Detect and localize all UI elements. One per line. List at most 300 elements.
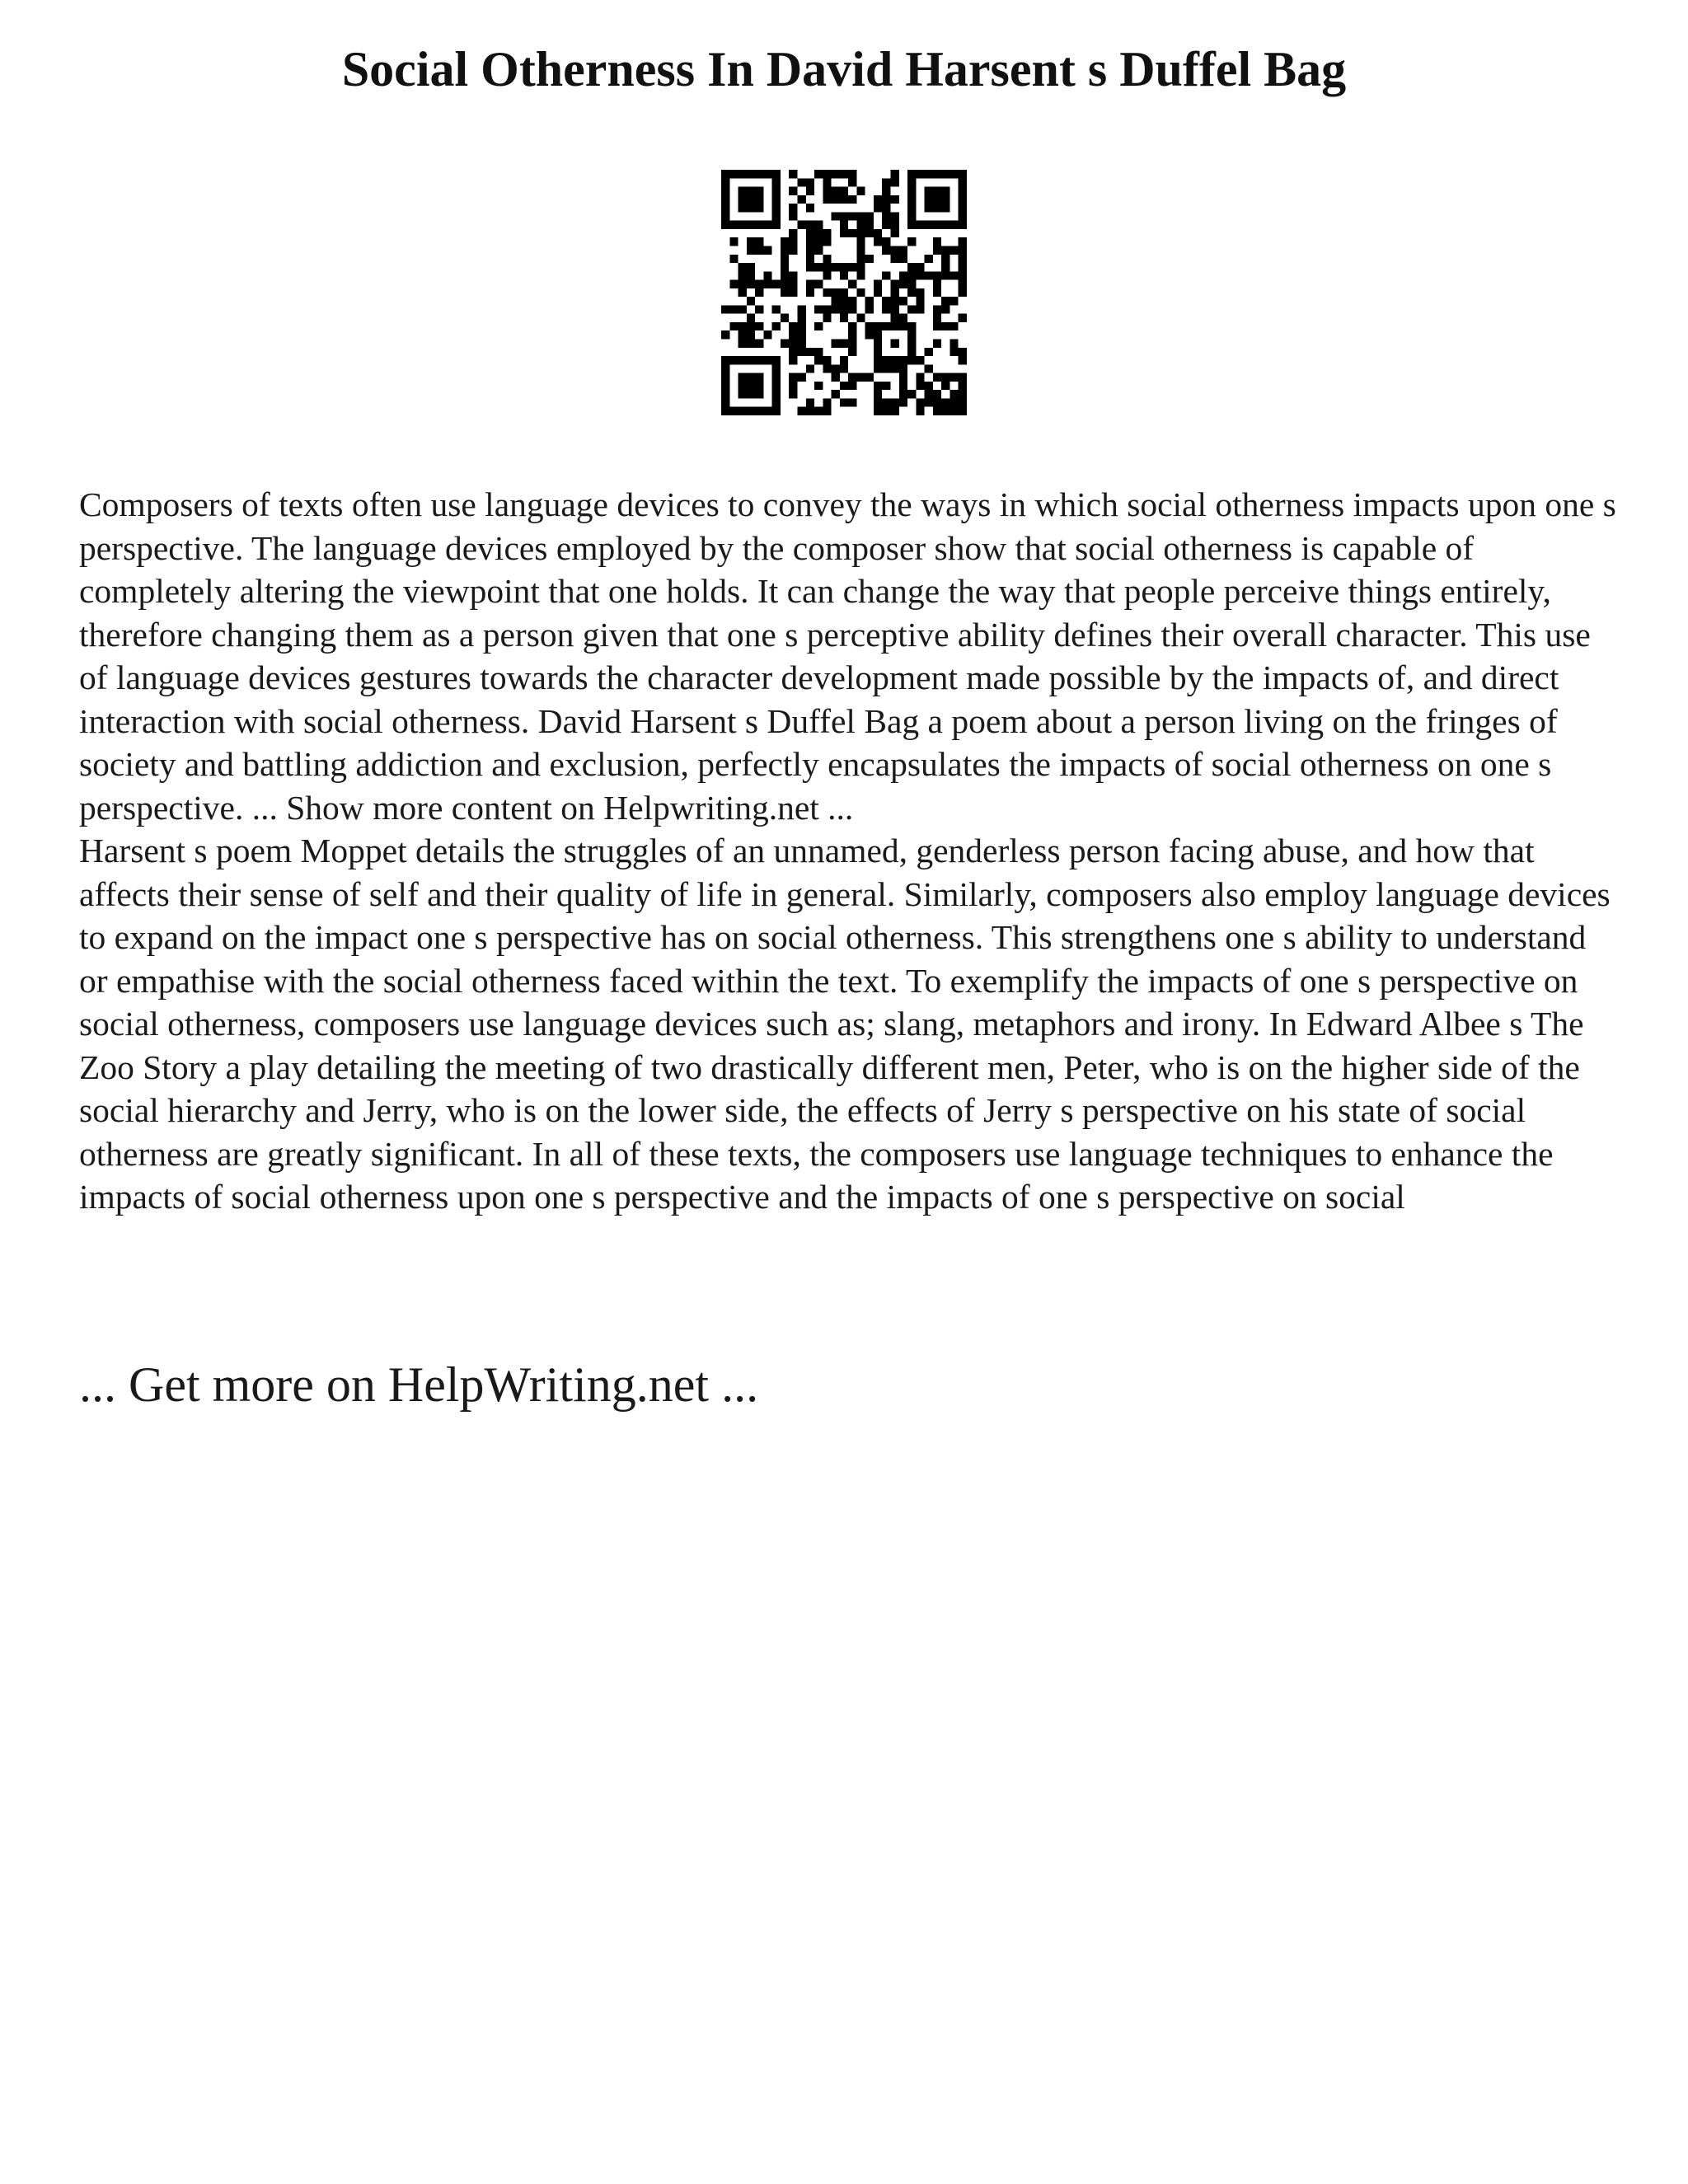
qr-module xyxy=(806,280,814,288)
qr-module xyxy=(865,305,874,313)
qr-module xyxy=(721,212,729,220)
qr-module xyxy=(856,237,865,246)
qr-module xyxy=(789,356,797,364)
qr-module xyxy=(738,322,747,330)
qr-module xyxy=(941,204,950,212)
paragraph-1: Composers of texts often use language devices to convey the ways in which social otherness impacts upon one s perspective. The language devices employed by the composer show that social otherness is capable of completely altering the viewpoint that one holds. It can change the way that people perceive things entirely, therefore changing them as a person given that one s perceptive ability defines their overall character. This use of language devices gestures towards the character development made possible by the impacts of, and direct interaction with social otherness. David Harsent s Duffel Bag a poem about a person living on the fringes of society and battling addiction and exclusion, perfectly encapsulates the impacts of social otherness on one s perspective. ... Show more content on Helpwriting.net ... xyxy=(79,485,1616,827)
qr-module xyxy=(899,280,907,288)
qr-module xyxy=(823,237,831,246)
qr-module xyxy=(933,195,941,204)
qr-module xyxy=(738,382,747,390)
qr-code-icon xyxy=(721,170,967,415)
qr-module xyxy=(747,195,755,204)
qr-module xyxy=(747,237,755,246)
qr-module xyxy=(899,364,907,373)
qr-module xyxy=(814,322,823,330)
qr-module xyxy=(763,407,771,415)
qr-module xyxy=(891,288,899,297)
qr-module xyxy=(865,255,874,263)
qr-module xyxy=(933,170,941,178)
qr-module xyxy=(806,187,814,195)
qr-module xyxy=(823,314,831,322)
qr-module xyxy=(763,221,771,229)
qr-module xyxy=(755,288,763,297)
qr-module xyxy=(899,255,907,263)
qr-module xyxy=(806,398,814,406)
qr-module xyxy=(959,382,967,390)
qr-module xyxy=(959,195,967,204)
qr-module xyxy=(823,255,831,263)
qr-module xyxy=(806,407,814,415)
qr-module xyxy=(806,204,814,212)
qr-module xyxy=(755,356,763,364)
article-body xyxy=(79,483,1620,1219)
qr-module xyxy=(848,263,856,271)
qr-module xyxy=(755,280,763,288)
qr-module xyxy=(763,280,771,288)
qr-module xyxy=(848,195,856,204)
qr-module xyxy=(941,297,950,305)
qr-module xyxy=(891,322,899,330)
qr-module xyxy=(747,356,755,364)
qr-module xyxy=(781,288,789,297)
qr-module xyxy=(891,280,899,288)
qr-module xyxy=(941,398,950,406)
qr-module xyxy=(789,187,797,195)
qr-module xyxy=(755,340,763,348)
qr-module xyxy=(925,195,933,204)
qr-module xyxy=(882,407,890,415)
qr-module xyxy=(874,322,882,330)
qr-module xyxy=(874,280,882,288)
qr-module xyxy=(950,373,958,382)
qr-module xyxy=(916,382,924,390)
qr-module xyxy=(721,364,729,373)
qr-module xyxy=(814,382,823,390)
qr-module xyxy=(899,398,907,406)
qr-module xyxy=(882,322,890,330)
qr-module xyxy=(832,212,840,220)
qr-module xyxy=(781,255,789,263)
qr-module xyxy=(959,390,967,398)
qr-module xyxy=(916,398,924,406)
qr-module xyxy=(721,330,729,339)
qr-module xyxy=(907,263,916,271)
qr-module xyxy=(747,263,755,271)
qr-module xyxy=(772,212,781,220)
qr-module xyxy=(899,322,907,330)
qr-module xyxy=(916,170,924,178)
qr-module xyxy=(848,305,856,313)
qr-module xyxy=(806,221,814,229)
qr-module xyxy=(959,178,967,186)
qr-module xyxy=(823,178,831,186)
qr-module xyxy=(755,204,763,212)
qr-module xyxy=(882,246,890,254)
qr-module xyxy=(874,356,882,364)
qr-module xyxy=(789,204,797,212)
qr-module xyxy=(933,390,941,398)
qr-module xyxy=(941,305,950,313)
qr-module xyxy=(789,170,797,178)
qr-module xyxy=(721,221,729,229)
qr-module xyxy=(797,178,805,186)
qr-module xyxy=(738,170,747,178)
qr-module xyxy=(856,255,865,263)
qr-module xyxy=(916,305,924,313)
qr-module xyxy=(823,263,831,271)
qr-module xyxy=(899,246,907,254)
qr-module xyxy=(806,246,814,254)
qr-module xyxy=(772,398,781,406)
qr-module xyxy=(891,178,899,186)
qr-module xyxy=(721,305,729,313)
qr-module xyxy=(941,373,950,382)
qr-module xyxy=(840,364,848,373)
qr-module xyxy=(907,204,916,212)
qr-module xyxy=(891,195,899,204)
qr-module xyxy=(729,407,738,415)
qr-module xyxy=(916,263,924,271)
qr-module xyxy=(729,280,738,288)
qr-module xyxy=(941,187,950,195)
qr-module xyxy=(925,187,933,195)
qr-module xyxy=(738,390,747,398)
qr-module xyxy=(823,356,831,364)
qr-module xyxy=(738,280,747,288)
qr-module xyxy=(729,237,738,246)
qr-module xyxy=(797,407,805,415)
qr-module xyxy=(959,221,967,229)
qr-module xyxy=(823,288,831,297)
qr-module xyxy=(840,356,848,364)
qr-module xyxy=(874,237,882,246)
qr-module xyxy=(781,246,789,254)
qr-module xyxy=(840,271,848,279)
qr-module xyxy=(925,170,933,178)
qr-module xyxy=(814,305,823,313)
qr-module xyxy=(950,170,958,178)
qr-module xyxy=(848,340,856,348)
qr-module xyxy=(907,322,916,330)
qr-module xyxy=(789,373,797,382)
qr-module xyxy=(950,246,958,254)
qr-module xyxy=(738,330,747,339)
qr-module xyxy=(848,297,856,305)
qr-module xyxy=(916,297,924,305)
qr-module xyxy=(874,229,882,237)
qr-module xyxy=(840,288,848,297)
qr-module xyxy=(721,356,729,364)
qr-module xyxy=(747,187,755,195)
qr-module xyxy=(738,187,747,195)
qr-module xyxy=(729,221,738,229)
qr-module xyxy=(721,170,729,178)
qr-module xyxy=(772,364,781,373)
qr-module xyxy=(755,407,763,415)
qr-module xyxy=(874,288,882,297)
qr-module xyxy=(882,305,890,313)
qr-module xyxy=(856,271,865,279)
qr-module xyxy=(959,204,967,212)
qr-module xyxy=(848,322,856,330)
qr-module xyxy=(856,288,865,297)
qr-module xyxy=(823,271,831,279)
qr-module xyxy=(874,195,882,204)
qr-module xyxy=(806,229,814,237)
qr-module xyxy=(755,390,763,398)
qr-module xyxy=(832,170,840,178)
qr-module xyxy=(781,314,789,322)
qr-module xyxy=(882,398,890,406)
qr-module xyxy=(823,229,831,237)
qr-module xyxy=(848,348,856,356)
qr-module xyxy=(814,356,823,364)
qr-module xyxy=(755,382,763,390)
qr-module xyxy=(856,263,865,271)
qr-module xyxy=(755,170,763,178)
qr-module xyxy=(755,373,763,382)
qr-module xyxy=(865,330,874,339)
qr-module xyxy=(729,356,738,364)
qr-module xyxy=(882,237,890,246)
qr-module xyxy=(848,229,856,237)
qr-module xyxy=(772,305,781,313)
qr-module xyxy=(747,340,755,348)
qr-module xyxy=(925,398,933,406)
qr-module xyxy=(747,390,755,398)
qr-module xyxy=(840,229,848,237)
qr-module xyxy=(907,212,916,220)
qr-module xyxy=(832,297,840,305)
qr-module xyxy=(950,348,958,356)
qr-module xyxy=(772,195,781,204)
qr-module xyxy=(959,373,967,382)
qr-module xyxy=(950,407,958,415)
qr-module xyxy=(933,305,941,313)
qr-module xyxy=(729,170,738,178)
get-more-link[interactable]: ... Get more on HelpWriting.net ... xyxy=(79,1357,759,1412)
qr-module xyxy=(772,322,781,330)
qr-module xyxy=(772,407,781,415)
qr-module xyxy=(781,271,789,279)
qr-module xyxy=(856,246,865,254)
qr-module xyxy=(763,246,771,254)
qr-module xyxy=(959,348,967,356)
qr-module xyxy=(925,364,933,373)
qr-module xyxy=(832,373,840,382)
qr-module xyxy=(789,340,797,348)
qr-module xyxy=(806,255,814,263)
qr-module xyxy=(797,348,805,356)
qr-module xyxy=(789,348,797,356)
qr-module xyxy=(738,263,747,271)
qr-module xyxy=(882,356,890,364)
qr-module xyxy=(899,390,907,398)
qr-module xyxy=(874,382,882,390)
qr-module xyxy=(848,382,856,390)
qr-module xyxy=(747,170,755,178)
qr-module xyxy=(941,382,950,390)
qr-module xyxy=(959,280,967,288)
qr-module xyxy=(832,340,840,348)
qr-module xyxy=(797,195,805,204)
qr-module xyxy=(959,398,967,406)
qr-module xyxy=(840,187,848,195)
qr-module xyxy=(874,340,882,348)
qr-module xyxy=(865,373,874,382)
qr-module xyxy=(959,237,967,246)
qr-module xyxy=(925,204,933,212)
qr-module xyxy=(840,212,848,220)
qr-module xyxy=(772,178,781,186)
qr-module xyxy=(738,407,747,415)
qr-module xyxy=(959,255,967,263)
qr-module xyxy=(806,237,814,246)
qr-module xyxy=(806,178,814,186)
qr-module xyxy=(848,280,856,288)
qr-module xyxy=(832,305,840,313)
qr-module xyxy=(907,305,916,313)
qr-module xyxy=(916,288,924,297)
qr-module xyxy=(721,178,729,186)
qr-module xyxy=(789,246,797,254)
qr-module xyxy=(772,187,781,195)
qr-module xyxy=(916,356,924,364)
qr-module xyxy=(806,288,814,297)
qr-module xyxy=(865,221,874,229)
qr-module xyxy=(755,187,763,195)
qr-module xyxy=(925,271,933,279)
qr-module xyxy=(840,340,848,348)
qr-module xyxy=(891,246,899,254)
qr-module xyxy=(781,237,789,246)
qr-module xyxy=(832,195,840,204)
qr-module xyxy=(832,288,840,297)
qr-module xyxy=(907,187,916,195)
qr-module xyxy=(729,255,738,263)
qr-module xyxy=(823,364,831,373)
qr-module xyxy=(814,407,823,415)
qr-module xyxy=(899,356,907,364)
qr-module xyxy=(959,187,967,195)
qr-module xyxy=(959,356,967,364)
qr-module xyxy=(933,398,941,406)
qr-module xyxy=(933,237,941,246)
qr-module xyxy=(950,390,958,398)
qr-module xyxy=(781,263,789,271)
qr-module xyxy=(891,305,899,313)
qr-module xyxy=(925,221,933,229)
paragraph-2: Harsent s poem Moppet details the struggles of an unnamed, genderless person facing abuse, and how that affects their sense of self and their quality of life in general. Similarly, composers also employ language devices to expand on the impact one s perspective has on social otherness. This strengthens one s ability to understand or empathise with the social otherness faced within the text. To exemplify the impacts of one s perspective on social otherness, composers use language devices such as; slang, metaphors and irony. In Edward Albee s The Zoo Story a play detailing the meeting of two drastically different men, Peter, who is on the higher side of the social hierarchy and Jerry, who is on the lower side, the effects of Jerry s perspective on his state of social otherness are greatly significant. In all of these texts, the composers use language techniques to enhance the impacts of social otherness upon one s perspective and the impacts of one s perspective on social xyxy=(79,832,1611,1216)
qr-module xyxy=(772,204,781,212)
qr-module xyxy=(899,314,907,322)
qr-module xyxy=(882,271,890,279)
qr-module xyxy=(933,288,941,297)
qr-module xyxy=(899,271,907,279)
qr-module xyxy=(882,178,890,186)
qr-module xyxy=(832,390,840,398)
qr-module xyxy=(856,229,865,237)
qr-module xyxy=(941,221,950,229)
qr-module xyxy=(781,280,789,288)
qr-module xyxy=(925,255,933,263)
qr-module xyxy=(891,314,899,322)
qr-module xyxy=(865,322,874,330)
qr-module xyxy=(721,204,729,212)
qr-module xyxy=(856,373,865,382)
qr-module xyxy=(907,348,916,356)
qr-module xyxy=(763,356,771,364)
qr-module xyxy=(933,280,941,288)
qr-module xyxy=(763,271,771,279)
qr-module xyxy=(789,330,797,339)
qr-module xyxy=(856,187,865,195)
qr-module xyxy=(933,314,941,322)
qr-module xyxy=(814,348,823,356)
qr-module xyxy=(874,398,882,406)
qr-module xyxy=(840,297,848,305)
qr-module xyxy=(959,212,967,220)
qr-module xyxy=(933,246,941,254)
qr-module xyxy=(832,263,840,271)
qr-module xyxy=(907,170,916,178)
qr-module xyxy=(823,187,831,195)
qr-module xyxy=(941,195,950,204)
qr-module xyxy=(899,297,907,305)
qr-module xyxy=(891,340,899,348)
qr-module xyxy=(832,187,840,195)
qr-module xyxy=(747,204,755,212)
page-title: Social Otherness In David Harsent s Duffel Bag xyxy=(341,42,1347,96)
qr-module xyxy=(916,221,924,229)
qr-module xyxy=(874,204,882,212)
qr-module xyxy=(772,390,781,398)
qr-module xyxy=(840,221,848,229)
qr-module xyxy=(907,178,916,186)
qr-module xyxy=(891,212,899,220)
qr-module xyxy=(789,288,797,297)
qr-module xyxy=(882,221,890,229)
qr-module xyxy=(933,271,941,279)
qr-module xyxy=(721,407,729,415)
qr-module xyxy=(747,330,755,339)
qr-module xyxy=(933,340,941,348)
qr-module xyxy=(747,322,755,330)
qr-module xyxy=(772,356,781,364)
qr-module xyxy=(899,382,907,390)
qr-module xyxy=(941,263,950,271)
qr-module xyxy=(916,271,924,279)
qr-module xyxy=(848,178,856,186)
qr-module xyxy=(925,390,933,398)
qr-module xyxy=(907,221,916,229)
qr-module xyxy=(874,364,882,373)
qr-module xyxy=(755,322,763,330)
qr-module xyxy=(950,271,958,279)
qr-module xyxy=(925,382,933,390)
qr-module xyxy=(916,407,924,415)
qr-module xyxy=(772,170,781,178)
qr-module xyxy=(814,221,823,229)
qr-module xyxy=(738,204,747,212)
qr-module xyxy=(840,398,848,406)
qr-module xyxy=(823,398,831,406)
qr-module xyxy=(789,212,797,220)
qr-module xyxy=(814,263,823,271)
qr-module xyxy=(763,170,771,178)
qr-module xyxy=(899,373,907,382)
